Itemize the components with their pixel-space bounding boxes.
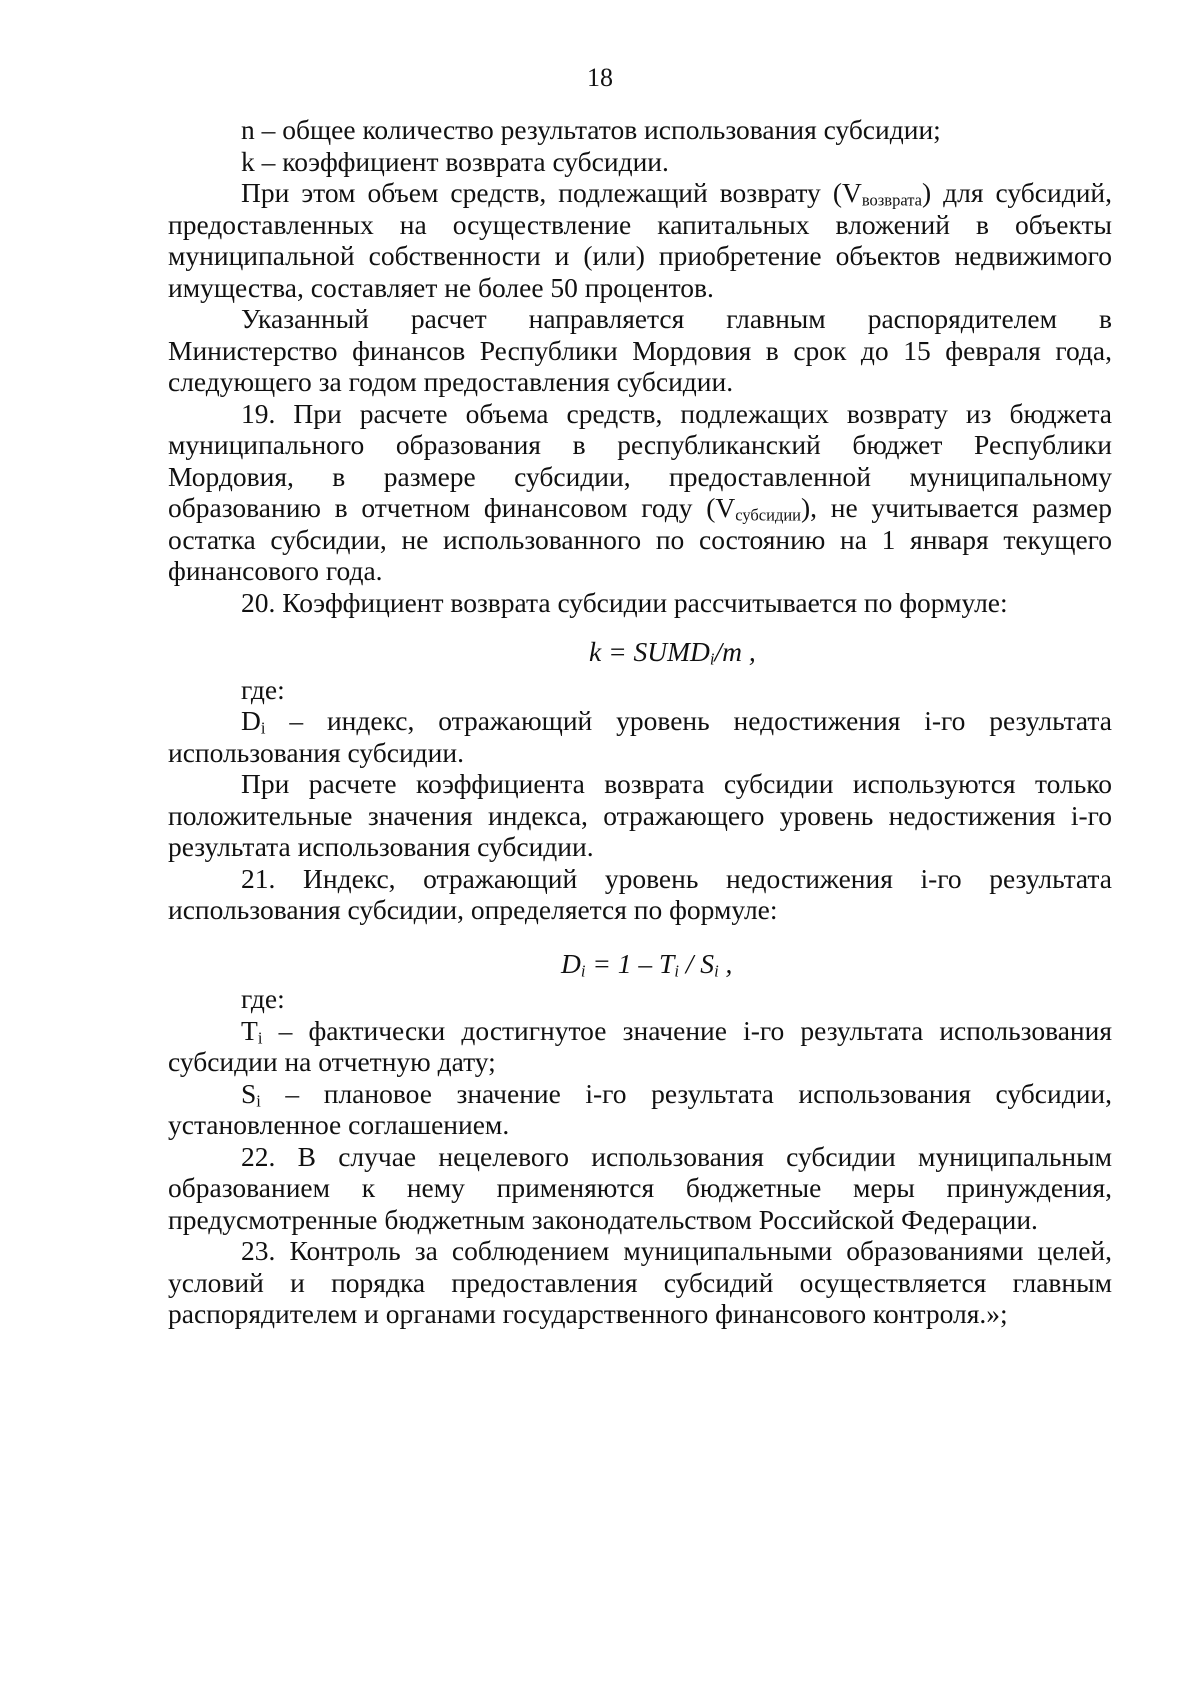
formula-k: $k = SUMD_i/m$ , — [589, 636, 756, 669]
page-number: 18 — [587, 63, 613, 92]
k-definition: k – коэффициент возврата субсидии. — [241, 145, 669, 177]
d-definition: $D_i$ – индекс, отражающий уровень недостижения i-го результата использования субсидии. — [168, 705, 1112, 768]
paragraph-23: 23. Контроль за соблюдением муниципальными образованиями целей, условий и порядка предоставления субсидий осуществляется главным распорядителем и органами государственного финансового контроля.»; — [168, 1235, 1112, 1329]
paragraph-raschet: Указанный расчет направляется главным распорядителем в Министерство финансов Республики Мордовия в срок до 15 февраля года, следующего за годом предоставления субсидии. — [168, 303, 1112, 397]
paragraph-19: 19. При расчете объема средств, подлежащих возврату из бюджета муниципального образования в республиканский бюджет Республики Мордовия, в размере субсидии, предоставленной муниципальному образованию в отчетном финансовом году $(V_{субсидии})$, не учитывается размер остатка субсидии, не использованного по состоянию на 1 января текущего финансового года. — [168, 397, 1112, 586]
where-label-2: где: — [241, 983, 285, 1014]
n-definition: n – общее количество результатов использования субсидии; — [241, 114, 941, 145]
paragraph-21: 21. Индекс, отражающий уровень недостижения i-го результата использования субсидии, определяется по формуле: — [168, 862, 1112, 925]
where-label-1: где: — [241, 673, 285, 705]
paragraph-vozvrata: При этом объем средств, подлежащий возврату $(V_{возврата})$ для субсидий, предоставленных на осуществление капитальных вложений в объекты муниципальной собственности и (или) приобретение объектов недвижимого имущества, составляет не более 50 процентов. — [168, 177, 1112, 303]
paragraph-20: 20. Коэффициент возврата субсидии рассчитывается по формуле: — [241, 586, 1008, 618]
formula-d: $D_i = 1 - T_i / S_i$ , — [561, 947, 733, 980]
paragraph-22: 22. В случае нецелевого использования субсидии муниципальным образованием к нему применяются бюджетные меры принуждения, предусмотренные бюджетным законодательством Российской Федерации. — [168, 1140, 1112, 1235]
paragraph-positive-values: При расчете коэффициента возврата субсидии используются только положительные значения индекса, отражающего уровень недостижения i-го результата использования субсидии. — [168, 768, 1112, 862]
t-definition: $T_i$ – фактически достигнутое значение i-го результата использования субсидии на отчетную дату; — [168, 1014, 1112, 1077]
document-body — [168, 114, 1112, 1330]
s-definition: $S_i$ – плановое значение i-го результата использования субсидии, установленное соглашением. — [168, 1077, 1112, 1140]
